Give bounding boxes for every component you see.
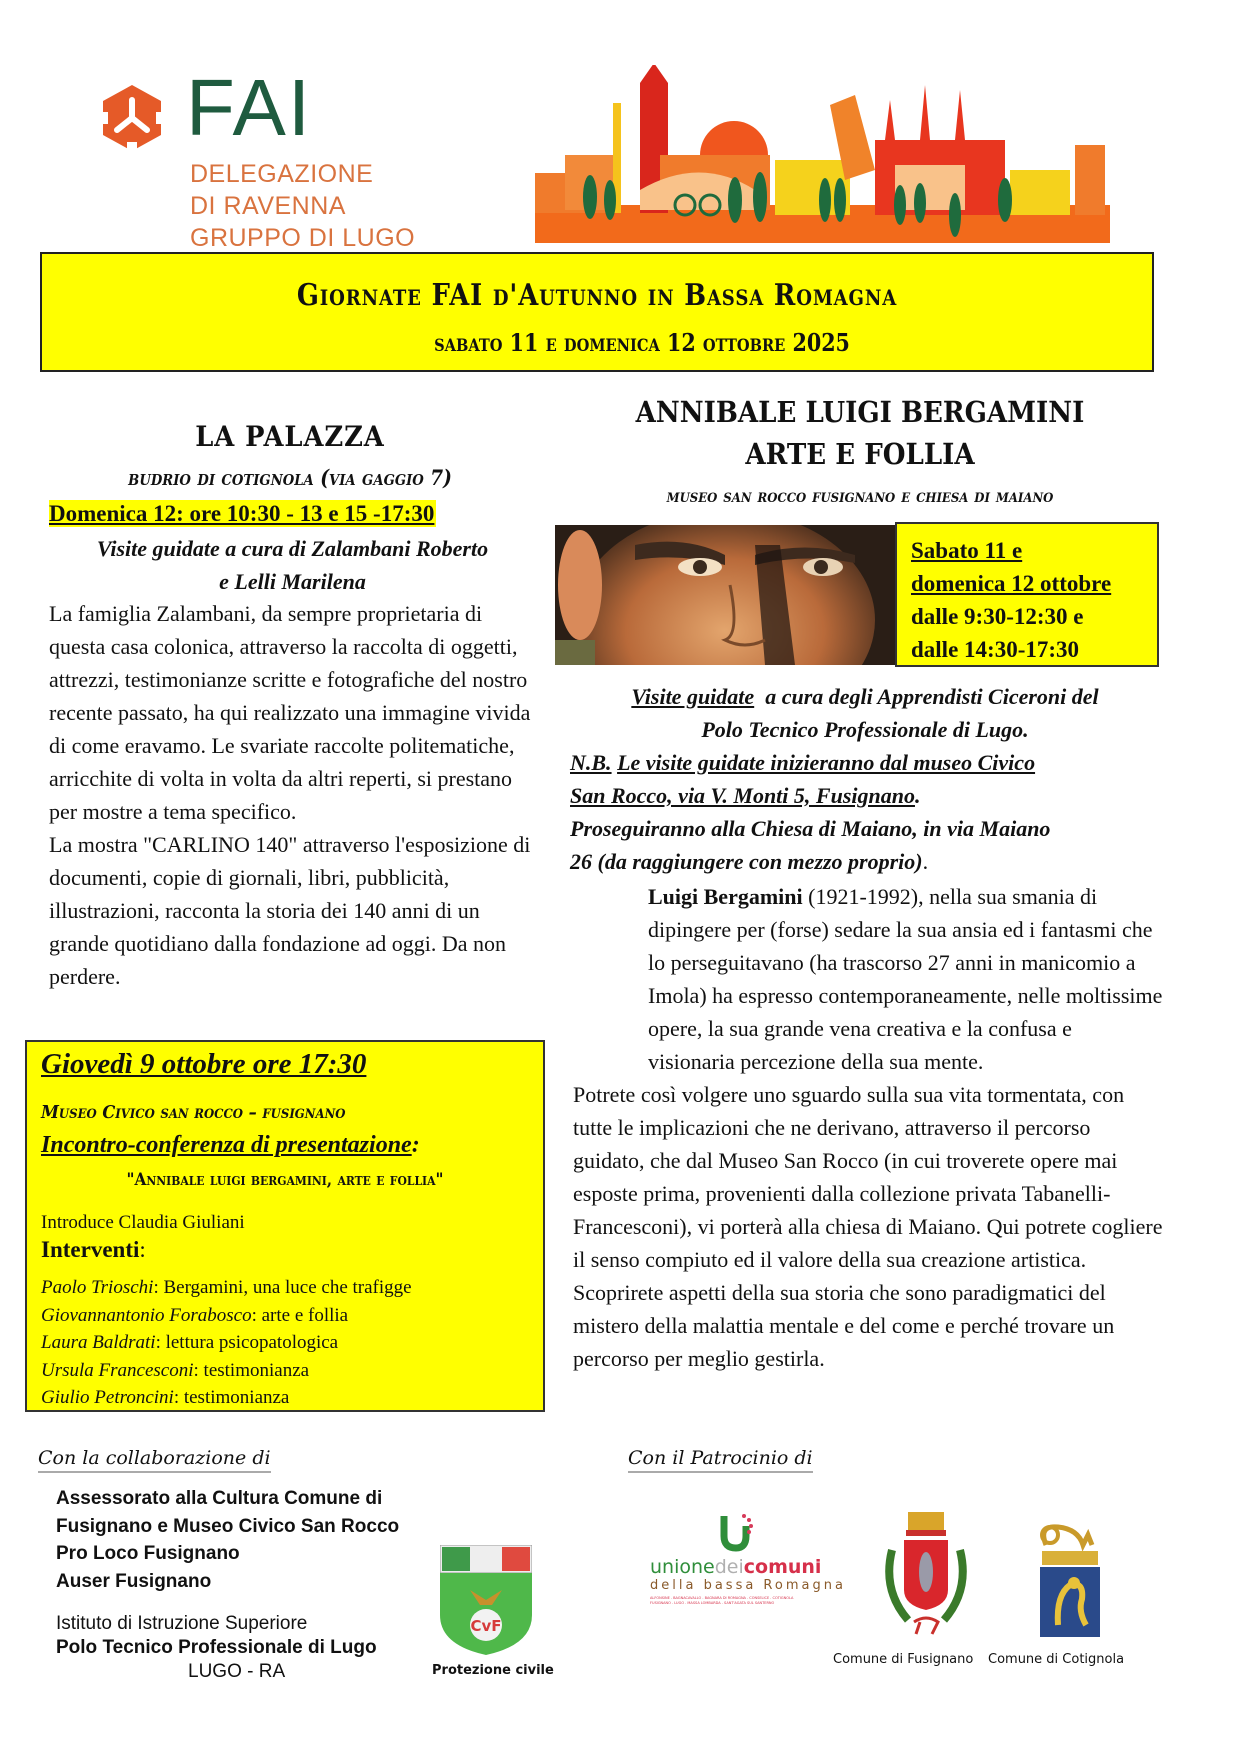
protezione-civile-label: Protezione civile	[432, 1663, 554, 1678]
nb-line	[570, 779, 1160, 812]
unione-comuni-logo	[650, 1518, 846, 1608]
bergamini-location: museo san rocco fusignano e chiesa di maiano	[666, 485, 1054, 507]
unione-word: dei	[714, 1556, 744, 1578]
event-title: Giornate FAI d'Autunno in Bassa Romagna	[296, 278, 898, 313]
bergamini-paragraph: Potrete così volgere uno sguardo sulla sua vita tormentata, con tutte le implicazioni che ne derivano, attraverso il percorso guidato, che dal Museo San Rocco (in cui troverete opere mai esposte prima, provenienti dalla collezione privata Tabanelli-Francesconi), vi porterà alla chiesa di Maiano. Qui potrete cogliere il senso compiuto ed il valore della sua creazione artistica. Scoprirete aspetti della sua storia che sono paradigmatici del mistero della malattia mentale e del come e perché trovare un percorso per meglio gestirla.	[573, 1082, 1163, 1371]
fai-logo	[98, 63, 478, 252]
conference-venue: Museo Civico san rocco – fusignano	[41, 1102, 346, 1123]
speaker-name: Ursula Francesconi	[41, 1359, 194, 1381]
visits-lead: Visite guidate	[631, 684, 755, 709]
collaborator-item: Fusignano e Museo Civico San Rocco	[56, 1515, 400, 1537]
unione-members-line: ALFONSINE . BAGNACAVALLO . BAGNARA DI ROMAGNA . CONSELICE . COTIGNOLA	[650, 1596, 794, 1600]
protezione-civile-badge-icon	[440, 1545, 532, 1655]
bergamini-description	[573, 880, 1163, 1375]
conference-type-label: Incontro-conferenza di presentazione	[41, 1132, 412, 1158]
hours-line: dalle 9:30-12:30 e	[911, 604, 1084, 629]
conference-box	[25, 1040, 545, 1412]
bergamini-portrait-painting	[555, 525, 897, 665]
speaker-row	[41, 1357, 412, 1385]
palazza-location: budrio di cotignola (via gaggio 7)	[128, 465, 452, 490]
unione-subtitle: della bassa Romagna	[650, 1578, 846, 1593]
unione-u-icon	[718, 1512, 754, 1552]
conference-speakers	[41, 1274, 412, 1412]
fusignano-crest-icon	[878, 1510, 974, 1635]
bergamini-paragraph-text: (1921-1992), nella sua smania di dipingere per (forse) sedare la sua ansia ed i fantasmi che lo perseguitavano (ha trascorso 27 anni in manicomio a Imola) ha espresso contemporaneamente, nelle moltissime opere, la sua grande vena creativa e la confusa e visionaria percezione della sua mente.	[648, 884, 1163, 1074]
palazza-guides-line: e Lelli Marilena	[219, 569, 366, 594]
fai-delegation-line: DI RAVENNA	[190, 192, 346, 220]
palazza-hours: Domenica 12: ore 10:30 - 13 e 15 -17:30	[49, 501, 435, 526]
bergamini-subtitle: ARTE E FOLLIA	[745, 437, 975, 471]
speaker-row	[41, 1384, 412, 1412]
collaboration-heading: Con la collaborazione di	[38, 1447, 271, 1473]
hours-line: Sabato 11 e	[911, 538, 1023, 563]
nb-text: San Rocco, via V. Monti 5, Fusignano	[570, 783, 915, 808]
unione-word: comuni	[743, 1556, 822, 1578]
bergamini-visits-info	[570, 680, 1160, 878]
speaker-topic: : arte e follia	[251, 1304, 349, 1326]
palazza-paragraph: La mostra "CARLINO 140" attraverso l'esposizione di documenti, copie di giornali, libri, pubblicità, illustrazioni, racconta la storia dei 140 anni di un grande quotidiano dalla fondazione ad oggi. Da non perdere.	[49, 832, 531, 989]
palazza-description	[49, 597, 539, 993]
palazza-guides-line: Visite guidate a cura di Zalambani Roberto	[96, 536, 489, 561]
event-dates: sabato 11 e domenica 12 ottobre 2025	[434, 328, 850, 357]
fusignano-label: Comune di Fusignano	[833, 1652, 974, 1667]
interventi-label: Interventi	[41, 1237, 140, 1262]
collaborator-item: Pro Loco Fusignano	[56, 1543, 240, 1564]
unione-wordmark	[650, 1556, 821, 1578]
speaker-row	[41, 1274, 412, 1302]
conference-interventi-heading	[41, 1237, 146, 1263]
speaker-name: Laura Baldrati	[41, 1332, 156, 1353]
istituto-name: Polo Tecnico Professionale di Lugo	[56, 1637, 377, 1658]
italian-skyline-illustration	[535, 65, 1110, 245]
palazza-guides	[40, 532, 545, 598]
fai-group-line: GRUPPO DI LUGO	[190, 224, 416, 252]
bergamini-name: Luigi Bergamini	[648, 884, 803, 909]
continue-line: Proseguiranno alla Chiesa di Maiano, in via Maiano	[570, 816, 1051, 841]
nb-line	[570, 746, 1160, 779]
nb-label: N.B.	[570, 750, 612, 775]
unione-members-line: FUSIGNANO . LUGO . MASSA LOMBARDA . SANT'AGATA SUL SANTERNO	[650, 1601, 775, 1605]
fai-wordmark: FAI	[186, 63, 313, 152]
collaborator-item: Auser Fusignano	[56, 1570, 212, 1592]
bergamini-hours-box	[895, 522, 1159, 667]
conference-date: Giovedì 9 ottobre ore 17:30	[41, 1048, 367, 1080]
fai-delegation-line: DELEGAZIONE	[190, 160, 374, 188]
istituto-line: Istituto di Istruzione Superiore	[56, 1613, 308, 1634]
title-banner	[40, 252, 1154, 372]
speaker-row	[41, 1302, 412, 1330]
fai-logo-mark-icon	[98, 84, 166, 152]
unione-word: unione	[650, 1556, 715, 1578]
conference-type	[41, 1132, 420, 1159]
hours-line: dalle 14:30-17:30	[911, 637, 1080, 662]
bergamini-title: ANNIBALE LUIGI BERGAMINI	[635, 395, 1085, 429]
patronage-heading: Con il Patrocinio di	[628, 1447, 813, 1473]
palazza-title: LA PALAZZA	[195, 420, 385, 453]
visits-lead-rest: a cura degli Apprendisti Ciceroni del	[754, 684, 1099, 709]
cotignola-label: Comune di Cotignola	[988, 1652, 1125, 1667]
speaker-topic: : testimonianza	[173, 1387, 290, 1408]
conference-type-colon: :	[411, 1132, 420, 1158]
interventi-colon: :	[139, 1237, 146, 1262]
pc-badge-text: CvF	[470, 1617, 502, 1635]
collaborators-list	[56, 1485, 399, 1595]
speaker-name: Giulio Petroncini	[41, 1387, 174, 1408]
istituto-city: LUGO - RA	[188, 1661, 286, 1682]
cotignola-crest-icon	[1028, 1515, 1112, 1640]
nb-end: .	[914, 783, 921, 808]
continue-end: .	[922, 849, 929, 874]
conference-intro: Introduce Claudia Giuliani	[41, 1212, 245, 1233]
speaker-topic: : Bergamini, una luce che trafigge	[153, 1277, 412, 1298]
speaker-name: Giovannantonio Forabosco	[41, 1304, 252, 1326]
speaker-name: Paolo Trioschi	[41, 1277, 154, 1298]
palazza-paragraph: La famiglia Zalambani, da sempre proprietaria di questa casa colonica, attraverso la raccolta di oggetti, attrezzi, testimonianze scritte e fotografiche del nostro recente passato, ha qui realizzato una immagine vivida di come eravamo. Le svariate raccolte politematiche, arricchite di volta in volta da altri reperti, si prestano per mostre a tema specifico.	[49, 601, 531, 824]
continue-line	[570, 845, 1160, 878]
speaker-row	[41, 1329, 412, 1357]
conference-talk-title: "Annibale luigi bergamini, arte e follia"	[126, 1170, 444, 1190]
speaker-topic: : lettura psicopatologica	[155, 1332, 339, 1353]
bergamini-paragraph	[573, 880, 1163, 1078]
istituto-credit	[56, 1612, 377, 1684]
visits-line	[570, 680, 1160, 713]
hours-line: domenica 12 ottobre	[911, 571, 1112, 596]
continue-text: 26 (da raggiungere con mezzo proprio)	[570, 849, 923, 874]
visits-line: Polo Tecnico Professionale di Lugo.	[701, 717, 1029, 742]
collaborator-item: Assessorato alla Cultura Comune di	[56, 1488, 383, 1509]
speaker-topic: : testimonianza	[193, 1359, 310, 1381]
nb-text: Le visite guidate inizieranno dal museo Civico	[617, 750, 1036, 775]
